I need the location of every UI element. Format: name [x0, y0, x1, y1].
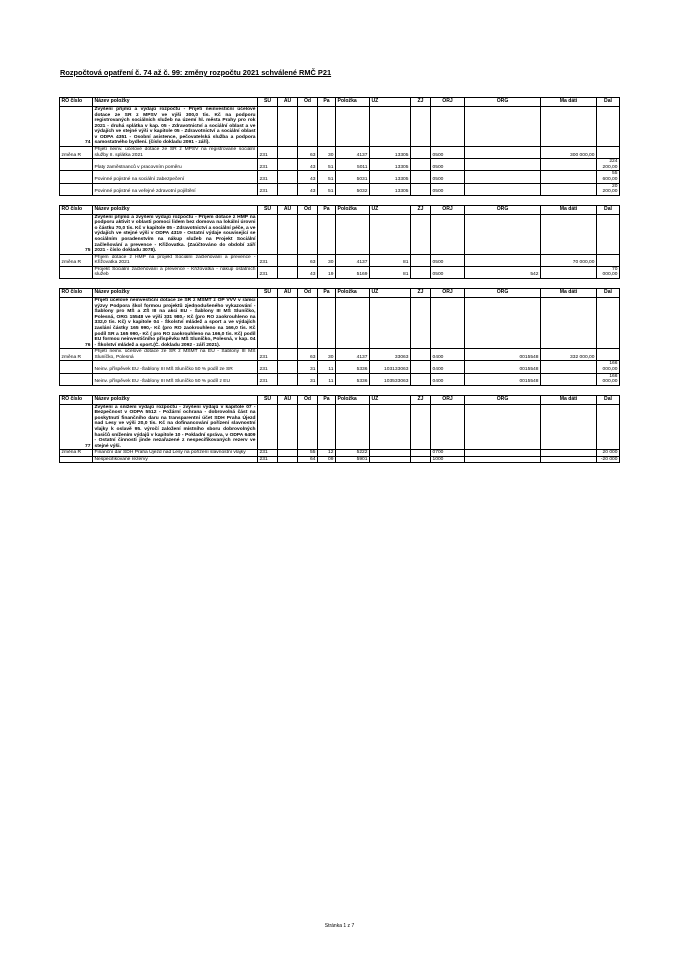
cell-pa: 30	[318, 349, 336, 361]
cell-pa: 09	[318, 456, 336, 463]
change-type-label	[60, 159, 93, 171]
cell-au	[278, 147, 298, 159]
header-au: AU	[278, 98, 298, 107]
empty-cell	[597, 107, 620, 147]
cell-pa: 30	[318, 254, 336, 266]
header-ro-cislo: RO číslo	[60, 98, 93, 107]
empty-cell	[411, 404, 431, 450]
cell-polozka: 5222	[336, 450, 370, 457]
cell-pa: 11	[318, 373, 336, 385]
cell-su: 231	[258, 183, 278, 195]
line-item-name: Neinv. příspěvek EU -Šablony III MŠ Sluníčko 50 % podíl z EU	[93, 373, 258, 385]
cell-au	[278, 361, 298, 373]
line-item-name: Příjem dotace z HMP na projekt Sociální začleňování a prevence - Křižovatka 2021	[94, 254, 256, 266]
change-type-label: změna R	[60, 450, 93, 457]
empty-cell	[541, 404, 597, 450]
cell-org	[465, 456, 541, 463]
change-type-label	[60, 266, 93, 278]
header-ma-dati: Ma dáti	[541, 205, 597, 214]
header-pa: Pa	[318, 98, 336, 107]
table-row	[60, 361, 620, 373]
budget-measure-table	[59, 97, 620, 196]
cell-od: 31	[298, 361, 318, 373]
cell-orj: 0500	[431, 254, 465, 266]
cell-orj: 0700	[431, 450, 465, 457]
document-title: Rozpočtová opatření č. 74 až č. 99: změny rozpočtu 2021 schválené RMČ P21	[60, 68, 332, 77]
header-org: ORG	[465, 98, 541, 107]
cell-polozka: 4137	[336, 349, 370, 361]
cell-su: 231	[258, 450, 278, 457]
cell-dal	[597, 147, 620, 159]
page-footer: Stránka 1 z 7	[324, 923, 355, 929]
cell-dal: -20 000	[597, 456, 620, 463]
line-item-name: Přijetí neinv. účelové dotace ze SR z MPSV na registrované sociální služby II. splátka 2021	[94, 147, 256, 158]
header-org: ORG	[465, 289, 541, 298]
cell-pa: 12	[318, 450, 336, 457]
cell-zj	[411, 349, 431, 361]
measure-description-row	[60, 298, 620, 349]
header-od: Od	[298, 98, 318, 107]
header-ro-cislo: RO číslo	[60, 205, 93, 214]
header-uz: UZ	[370, 395, 411, 404]
cell-od: 63	[298, 147, 318, 159]
cell-uz: 81	[370, 266, 411, 278]
empty-cell	[465, 298, 541, 349]
budget-measures-list	[59, 97, 619, 472]
header-pa: Pa	[318, 205, 336, 214]
change-type-label	[60, 456, 93, 463]
header-org: ORG	[465, 395, 541, 404]
cell-od: 43	[298, 159, 318, 171]
empty-cell	[258, 107, 278, 147]
table-row	[60, 254, 620, 266]
cell-orj: 0500	[431, 159, 465, 171]
cell-pa: 19	[318, 266, 336, 278]
cell-madati	[541, 266, 597, 278]
cell-au	[278, 450, 298, 457]
change-type-label	[60, 183, 93, 195]
cell-polozka: 4137	[336, 254, 370, 266]
empty-cell	[431, 298, 465, 349]
cell-pa: 11	[318, 361, 336, 373]
measure-description: Zvýšení příjmů a zvýšení výdajů rozpočtu - Příjem dotace z HMP na podporu aktivit v oblasti pomoci lidem bez domova na lokální úrovni o částku 70,0 tis. Kč v kapitole 05 - Zdravotnictví a sociální péče, a ve výdajích ve stejné výši v ODPA 4319 - Ostatní výdaje související se sociálním poradenstvím na nákup služeb na Projekt Sociální začleňování a prevence - Křižovatka. (Zaúčtováno do období září 2021 - číslo dokladu 3078).	[94, 214, 256, 254]
empty-cell	[298, 214, 318, 254]
change-type-label	[60, 361, 93, 373]
cell-org	[465, 171, 541, 183]
cell-su: 231	[258, 147, 278, 159]
empty-cell	[318, 214, 336, 254]
header-orj: ORJ	[431, 98, 465, 107]
cell-od: 43	[298, 183, 318, 195]
table-header-row	[60, 98, 620, 107]
cell-su: 231	[258, 159, 278, 171]
empty-cell	[318, 298, 336, 349]
cell-madati	[541, 183, 597, 195]
cell-zj	[411, 254, 431, 266]
header-orj: ORJ	[431, 205, 465, 214]
cell-zj	[411, 147, 431, 159]
measure-description-row	[60, 214, 620, 254]
cell-madati	[541, 361, 597, 373]
header-pa: Pa	[318, 289, 336, 298]
cell-dal: 20 200,00	[597, 183, 620, 195]
empty-cell	[465, 107, 541, 147]
cell-org: 542	[465, 266, 541, 278]
budget-measure-table	[59, 288, 620, 386]
cell-dal	[597, 254, 620, 266]
empty-cell	[411, 298, 431, 349]
cell-zj	[411, 159, 431, 171]
cell-orj: 0500	[431, 171, 465, 183]
header-nazev-polozky: Název položky	[93, 205, 258, 214]
empty-cell	[411, 107, 431, 147]
cell-orj: 0500	[431, 266, 465, 278]
change-type-label	[60, 171, 93, 183]
table-row	[60, 147, 620, 159]
header-ma-dati: Ma dáti	[541, 395, 597, 404]
cell-uz: 33063	[370, 349, 411, 361]
change-type-label: změna R	[60, 349, 93, 361]
cell-od: 64	[298, 456, 318, 463]
table-row	[60, 373, 620, 385]
cell-org: 0015548	[465, 361, 541, 373]
header-pa: Pa	[318, 395, 336, 404]
cell-pa: 30	[318, 147, 336, 159]
cell-od: 43	[298, 266, 318, 278]
measure-description: Zvýšení příjmů a výdajů rozpočtu - Přijetí neinvestiční účelové dotace ze SR z MPSV ve výši 300,0 tis. Kč na podporu registrovaných sociálních služeb na území hl. města Prahy pro rok 2021 - druhá splátka v kap. 05 - Zdravotnictví a sociální oblast a ve výdajích ve stejné výši v kapitole 05 - Zdravotnictví a sociální oblast v ODPA 4351 - Osobní asistence, pečovatelská služba a podpora samostatného bydlení. (číslo dokladu 2091 - září).	[94, 107, 256, 146]
cell-au	[278, 254, 298, 266]
cell-su: 231	[258, 349, 278, 361]
cell-dal: 70 000,00	[597, 266, 620, 278]
line-item-name: Nespecifikované rezervy	[93, 456, 258, 463]
empty-cell	[318, 404, 336, 450]
header-au: AU	[278, 205, 298, 214]
empty-cell	[298, 107, 318, 147]
header-su: SU	[258, 395, 278, 404]
table-row	[60, 171, 620, 183]
cell-polozka: 4137	[336, 147, 370, 159]
empty-cell	[298, 298, 318, 349]
line-item-name: Projekt Sociální začleňování a prevence - Křižovatka - nákup ostatních služeb	[94, 266, 256, 278]
empty-cell	[258, 214, 278, 254]
header-dal: Dal	[597, 98, 620, 107]
cell-od: 63	[298, 349, 318, 361]
cell-madati	[541, 159, 597, 171]
header-polozka: Položka	[336, 289, 370, 298]
cell-au	[278, 183, 298, 195]
header-uz: UZ	[370, 289, 411, 298]
header-au: AU	[278, 395, 298, 404]
cell-uz: 13305	[370, 147, 411, 159]
empty-cell	[278, 298, 298, 349]
cell-polozka: 5901	[336, 456, 370, 463]
cell-zj	[411, 171, 431, 183]
cell-zj	[411, 361, 431, 373]
cell-au	[278, 373, 298, 385]
cell-au	[278, 349, 298, 361]
change-type-label: změna R	[60, 147, 93, 159]
empty-cell	[370, 404, 411, 450]
empty-cell	[370, 107, 411, 147]
cell-zj	[411, 456, 431, 463]
cell-zj	[411, 450, 431, 457]
empty-cell	[336, 298, 370, 349]
cell-dal	[597, 349, 620, 361]
table-header-row	[60, 205, 620, 214]
empty-cell	[370, 214, 411, 254]
cell-zj	[411, 266, 431, 278]
table-row	[60, 266, 620, 278]
cell-pa: 51	[318, 159, 336, 171]
empty-cell	[278, 404, 298, 450]
empty-cell	[541, 107, 597, 147]
cell-orj: 0500	[431, 183, 465, 195]
line-item-name: Povinné pojistné na sociální zabezpečení	[93, 171, 258, 183]
cell-au	[278, 171, 298, 183]
cell-org	[465, 147, 541, 159]
change-type-label: změna R	[60, 254, 93, 266]
cell-au	[278, 456, 298, 463]
header-zj: ZJ	[411, 395, 431, 404]
header-dal: Dal	[597, 205, 620, 214]
table-row	[60, 450, 620, 457]
cell-uz: 13305	[370, 183, 411, 195]
cell-org	[465, 159, 541, 171]
cell-uz	[370, 450, 411, 457]
cell-dal: 166 000,00	[597, 373, 620, 385]
header-ma-dati: Ma dáti	[541, 98, 597, 107]
cell-zj	[411, 183, 431, 195]
cell-org	[465, 450, 541, 457]
cell-madati	[541, 456, 597, 463]
header-ro-cislo: RO číslo	[60, 395, 93, 404]
empty-cell	[541, 298, 597, 349]
header-uz: UZ	[370, 98, 411, 107]
header-uz: UZ	[370, 205, 411, 214]
cell-madati	[541, 450, 597, 457]
budget-measure-table	[59, 205, 620, 279]
measure-number: 77	[60, 404, 93, 450]
cell-uz: 103533063	[370, 373, 411, 385]
cell-org: 0015548	[465, 349, 541, 361]
cell-orj: 0400	[431, 349, 465, 361]
cell-su: 231	[258, 456, 278, 463]
line-item-name: Platy zaměstnanců v pracovním poměru	[93, 159, 258, 171]
cell-od: 55	[298, 450, 318, 457]
header-orj: ORJ	[431, 395, 465, 404]
measure-number: 76	[60, 298, 93, 349]
header-od: Od	[298, 395, 318, 404]
cell-od: 63	[298, 254, 318, 266]
header-nazev-polozky: Název položky	[93, 395, 258, 404]
cell-madati	[541, 373, 597, 385]
cell-od: 31	[298, 373, 318, 385]
measure-description-row	[60, 107, 620, 147]
cell-dal: 20 000	[597, 450, 620, 457]
empty-cell	[411, 214, 431, 254]
empty-cell	[431, 107, 465, 147]
cell-org	[465, 183, 541, 195]
cell-uz	[370, 456, 411, 463]
cell-polozka: 5336	[336, 361, 370, 373]
empty-cell	[597, 404, 620, 450]
cell-polozka: 5032	[336, 183, 370, 195]
cell-polozka: 5011	[336, 159, 370, 171]
empty-cell	[298, 404, 318, 450]
cell-uz: 13305	[370, 171, 411, 183]
cell-au	[278, 266, 298, 278]
cell-orj: 0400	[431, 361, 465, 373]
cell-su: 231	[258, 373, 278, 385]
empty-cell	[336, 107, 370, 147]
header-ma-dati: Ma dáti	[541, 289, 597, 298]
empty-cell	[465, 214, 541, 254]
cell-zj	[411, 373, 431, 385]
empty-cell	[431, 404, 465, 450]
cell-madati: 70 000,00	[541, 254, 597, 266]
header-dal: Dal	[597, 395, 620, 404]
measure-number: 75	[60, 214, 93, 254]
cell-dal: 55 600,00	[597, 171, 620, 183]
empty-cell	[597, 214, 620, 254]
empty-cell	[258, 298, 278, 349]
table-header-row	[60, 289, 620, 298]
measure-number: 74	[60, 107, 93, 147]
cell-uz: 103133063	[370, 361, 411, 373]
header-dal: Dal	[597, 289, 620, 298]
table-row	[60, 349, 620, 361]
table-row	[60, 183, 620, 195]
header-su: SU	[258, 205, 278, 214]
empty-cell	[318, 107, 336, 147]
header-od: Od	[298, 205, 318, 214]
cell-uz: 81	[370, 254, 411, 266]
header-polozka: Položka	[336, 205, 370, 214]
header-od: Od	[298, 289, 318, 298]
cell-polozka: 5031	[336, 171, 370, 183]
measure-description-row	[60, 404, 620, 450]
empty-cell	[541, 214, 597, 254]
header-nazev-polozky: Název položky	[93, 98, 258, 107]
header-zj: ZJ	[411, 289, 431, 298]
cell-pa: 51	[318, 183, 336, 195]
header-orj: ORJ	[431, 289, 465, 298]
measure-description: Zvýšení a snížení výdajů rozpočtu - zvýšení výdajů v kapitole 07 - Bezpečnost v ODPA 5512 - Požární ochrana - dobrovolná část na poskytnutí finančního daru na transparentní účet SDH Praha Újezd nad Lesy ve výši 20,0 tis. Kč na dofinancování pořízení slavnostní vlajky k oslavě 95. výročí založení místního sboru dobrovolných hasičů snížením výdajů v kapitole 10 - Pokladní správa, v ODPA 6409 - Ostatní činnosti jinde nezařazené z nespecifikovaných rezerv ve stejné výši.	[94, 404, 256, 449]
empty-cell	[278, 214, 298, 254]
line-item-name: Povinné pojistné na veřejné zdravotní pojištění	[93, 183, 258, 195]
header-ro-cislo: RO číslo	[60, 289, 93, 298]
cell-pa: 51	[318, 171, 336, 183]
empty-cell	[465, 404, 541, 450]
cell-madati	[541, 171, 597, 183]
header-polozka: Položka	[336, 395, 370, 404]
cell-od: 43	[298, 171, 318, 183]
cell-orj: 0400	[431, 373, 465, 385]
cell-madati: 332 000,00	[541, 349, 597, 361]
measure-description: Přijetí účelové neinvestiční dotace ze SR z MŠMT z OP VVV v rámci výzvy Podpora škol formou projektů zjednodušeného vykazování - Šablony pro MŠ a ZŠ III na akci EU - Šablony III MŠ Sluníčko, Polesná, ORG 15548 ve výši 331 980,- Kč (pro RO zaokrouhleno na 332,0 tis. Kč) v kapitole 04 - Školství mládež a sport a ve výdajích zaslání částky 165 990,- Kč (pro RO zaokrouhleno na 166,0 tis. Kč podíl SR a 165 990,- Kč ( pro RO zaokrouhleno na 166,0 tis. Kč) podíl EU formou neinvestičního příspěvku MŠ Sluníčko, Polesná, v kap. 04 - Školství mládež a sport.(Č. dokladu 2092 - září 2021).	[94, 298, 256, 348]
table-row	[60, 159, 620, 171]
cell-madati: 300 000,00	[541, 147, 597, 159]
cell-orj: 0500	[431, 147, 465, 159]
header-nazev-polozky: Název položky	[93, 289, 258, 298]
cell-su: 231	[258, 361, 278, 373]
header-polozka: Položka	[336, 98, 370, 107]
cell-au	[278, 159, 298, 171]
line-item-name: Přijetí neinv. účelové dotace ze SR z MŠMT na EU - Šablony III MŠ Sluníčko, Polesná	[94, 349, 256, 360]
table-row	[60, 456, 620, 463]
budget-measure-table	[59, 395, 620, 464]
line-item-name: Neinv. příspěvek EU -Šablony III MŠ Sluníčko 50 % podíl ze SR	[93, 361, 258, 373]
header-zj: ZJ	[411, 98, 431, 107]
cell-dal: 166 000,00	[597, 361, 620, 373]
empty-cell	[431, 214, 465, 254]
cell-dal: 224 200,00	[597, 159, 620, 171]
empty-cell	[258, 404, 278, 450]
cell-su: 231	[258, 171, 278, 183]
cell-org: 0015548	[465, 373, 541, 385]
empty-cell	[278, 107, 298, 147]
cell-polozka: 5169	[336, 266, 370, 278]
cell-polozka: 5336	[336, 373, 370, 385]
cell-su: 231	[258, 254, 278, 266]
cell-uz: 13305	[370, 159, 411, 171]
header-su: SU	[258, 98, 278, 107]
header-su: SU	[258, 289, 278, 298]
header-zj: ZJ	[411, 205, 431, 214]
change-type-label	[60, 373, 93, 385]
header-org: ORG	[465, 205, 541, 214]
line-item-name: Finanční dar SDH Praha Újezd nad Lesy na pořízení slavnostní vlajky	[93, 450, 258, 457]
table-header-row	[60, 395, 620, 404]
empty-cell	[370, 298, 411, 349]
empty-cell	[336, 404, 370, 450]
cell-orj: 1000	[431, 456, 465, 463]
cell-org	[465, 254, 541, 266]
header-au: AU	[278, 289, 298, 298]
empty-cell	[597, 298, 620, 349]
cell-su: 231	[258, 266, 278, 278]
empty-cell	[336, 214, 370, 254]
